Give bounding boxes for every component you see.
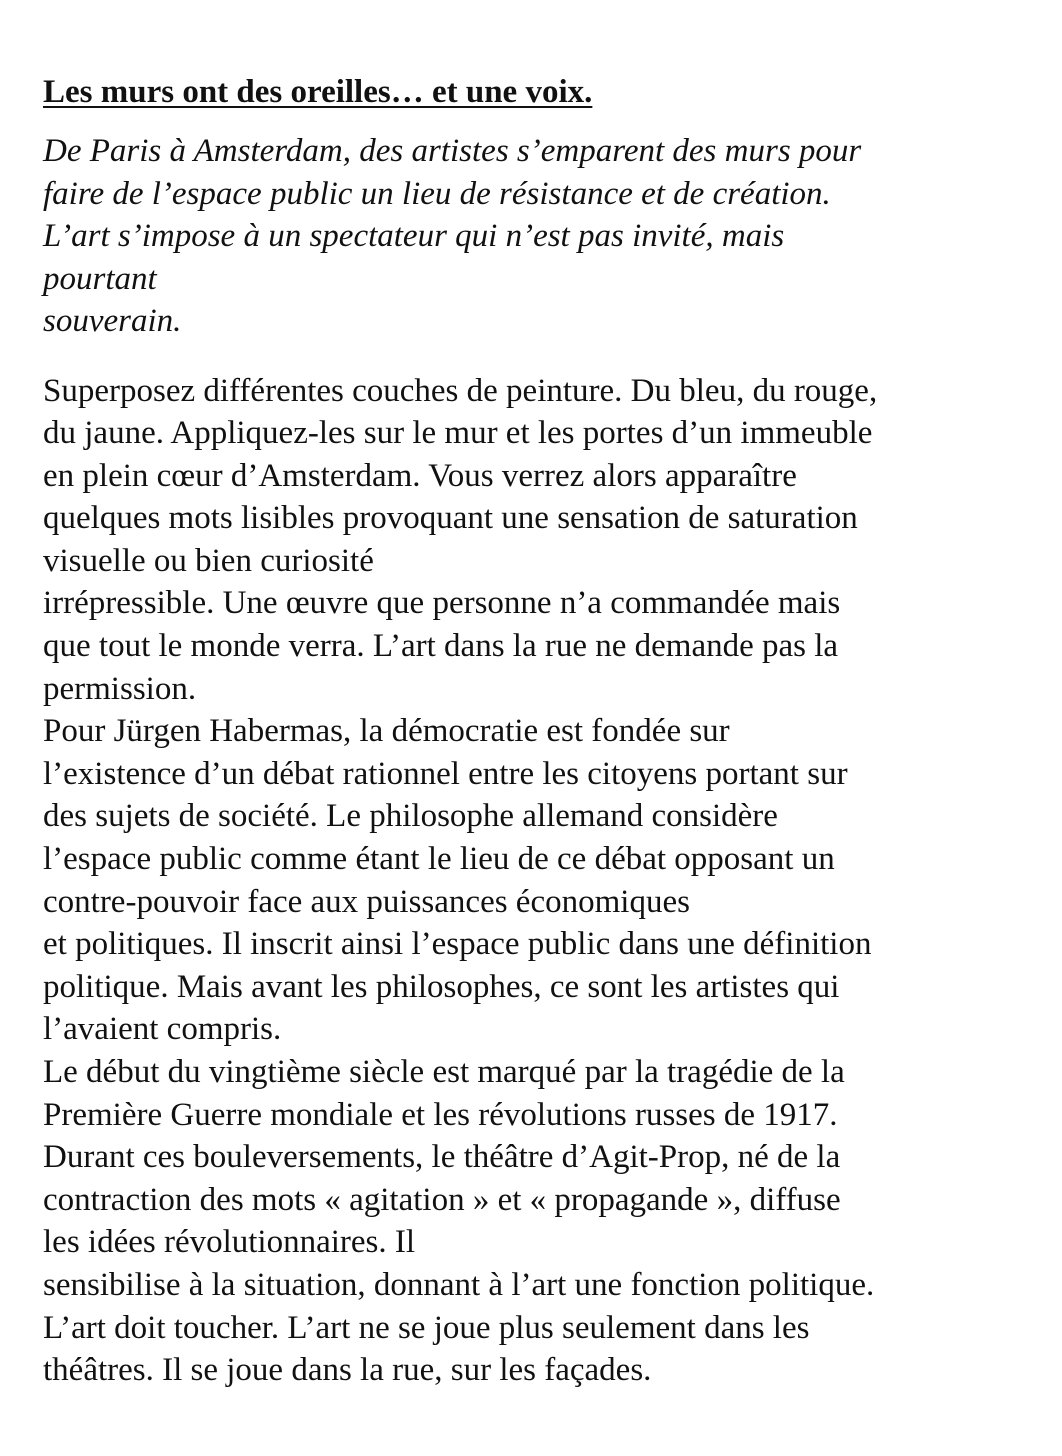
body-line: des sujets de société. Le philosophe allemand considère: [43, 798, 778, 835]
body-line: Superposez différentes couches de peinture. Du bleu, du rouge,: [43, 372, 878, 409]
body-line: l’espace public comme étant le lieu de ce débat opposant un: [43, 841, 835, 878]
body-line: théâtres. Il se joue dans la rue, sur les façades.: [43, 1352, 652, 1389]
lede-line: souverain.: [43, 303, 182, 339]
lede-line: pourtant: [43, 260, 157, 297]
lede-line: L’art s’impose à un spectateur qui n’est pas invité, mais: [43, 218, 785, 254]
body-line: du jaune. Appliquez-les sur le mur et les portes d’un immeuble: [43, 415, 873, 452]
article-lede: [43, 130, 1033, 343]
body-line: quelques mots lisibles provoquant une sensation de saturation: [43, 500, 858, 537]
body-line: les idées révolutionnaires. Il: [43, 1224, 416, 1261]
lede-line: faire de l’espace public un lieu de résistance et de création.: [43, 175, 831, 212]
body-line: irrépressible. Une œuvre que personne n’a commandée mais: [43, 585, 841, 622]
article-title: Les murs ont des oreilles… et une voix.: [43, 74, 593, 110]
article-body: [43, 370, 1033, 1392]
lede-line: De Paris à Amsterdam, des artistes s’emparent des murs pour: [43, 133, 862, 169]
body-line: contre-pouvoir face aux puissances économiques: [43, 883, 690, 920]
body-line: Pour Jürgen Habermas, la démocratie est fondée sur: [43, 713, 730, 750]
body-line: sensibilise à la situation, donnant à l’art une fonction politique.: [43, 1266, 875, 1303]
body-line: l’existence d’un débat rationnel entre les citoyens portant sur: [43, 755, 848, 792]
body-line: contraction des mots « agitation » et « propagande », diffuse: [43, 1181, 841, 1218]
body-line: Première Guerre mondiale et les révolutions russes de 1917.: [43, 1096, 838, 1133]
body-line: en plein cœur d’Amsterdam. Vous verrez alors apparaître: [43, 457, 797, 494]
body-line: Durant ces bouleversements, le théâtre d’Agit-Prop, né de la: [43, 1139, 841, 1176]
body-line: que tout le monde verra. L’art dans la rue ne demande pas la: [43, 628, 839, 665]
body-line: politique. Mais avant les philosophes, ce sont les artistes qui: [43, 968, 840, 1005]
body-line: L’art doit toucher. L’art ne se joue plus seulement dans les: [43, 1309, 810, 1346]
document-page: [43, 70, 1033, 1392]
body-line: et politiques. Il inscrit ainsi l’espace public dans une définition: [43, 926, 872, 963]
body-line: permission.: [43, 670, 197, 707]
body-line: l’avaient compris.: [43, 1011, 282, 1048]
body-line: Le début du vingtième siècle est marqué par la tragédie de la: [43, 1054, 845, 1090]
body-line: visuelle ou bien curiosité: [43, 542, 374, 579]
